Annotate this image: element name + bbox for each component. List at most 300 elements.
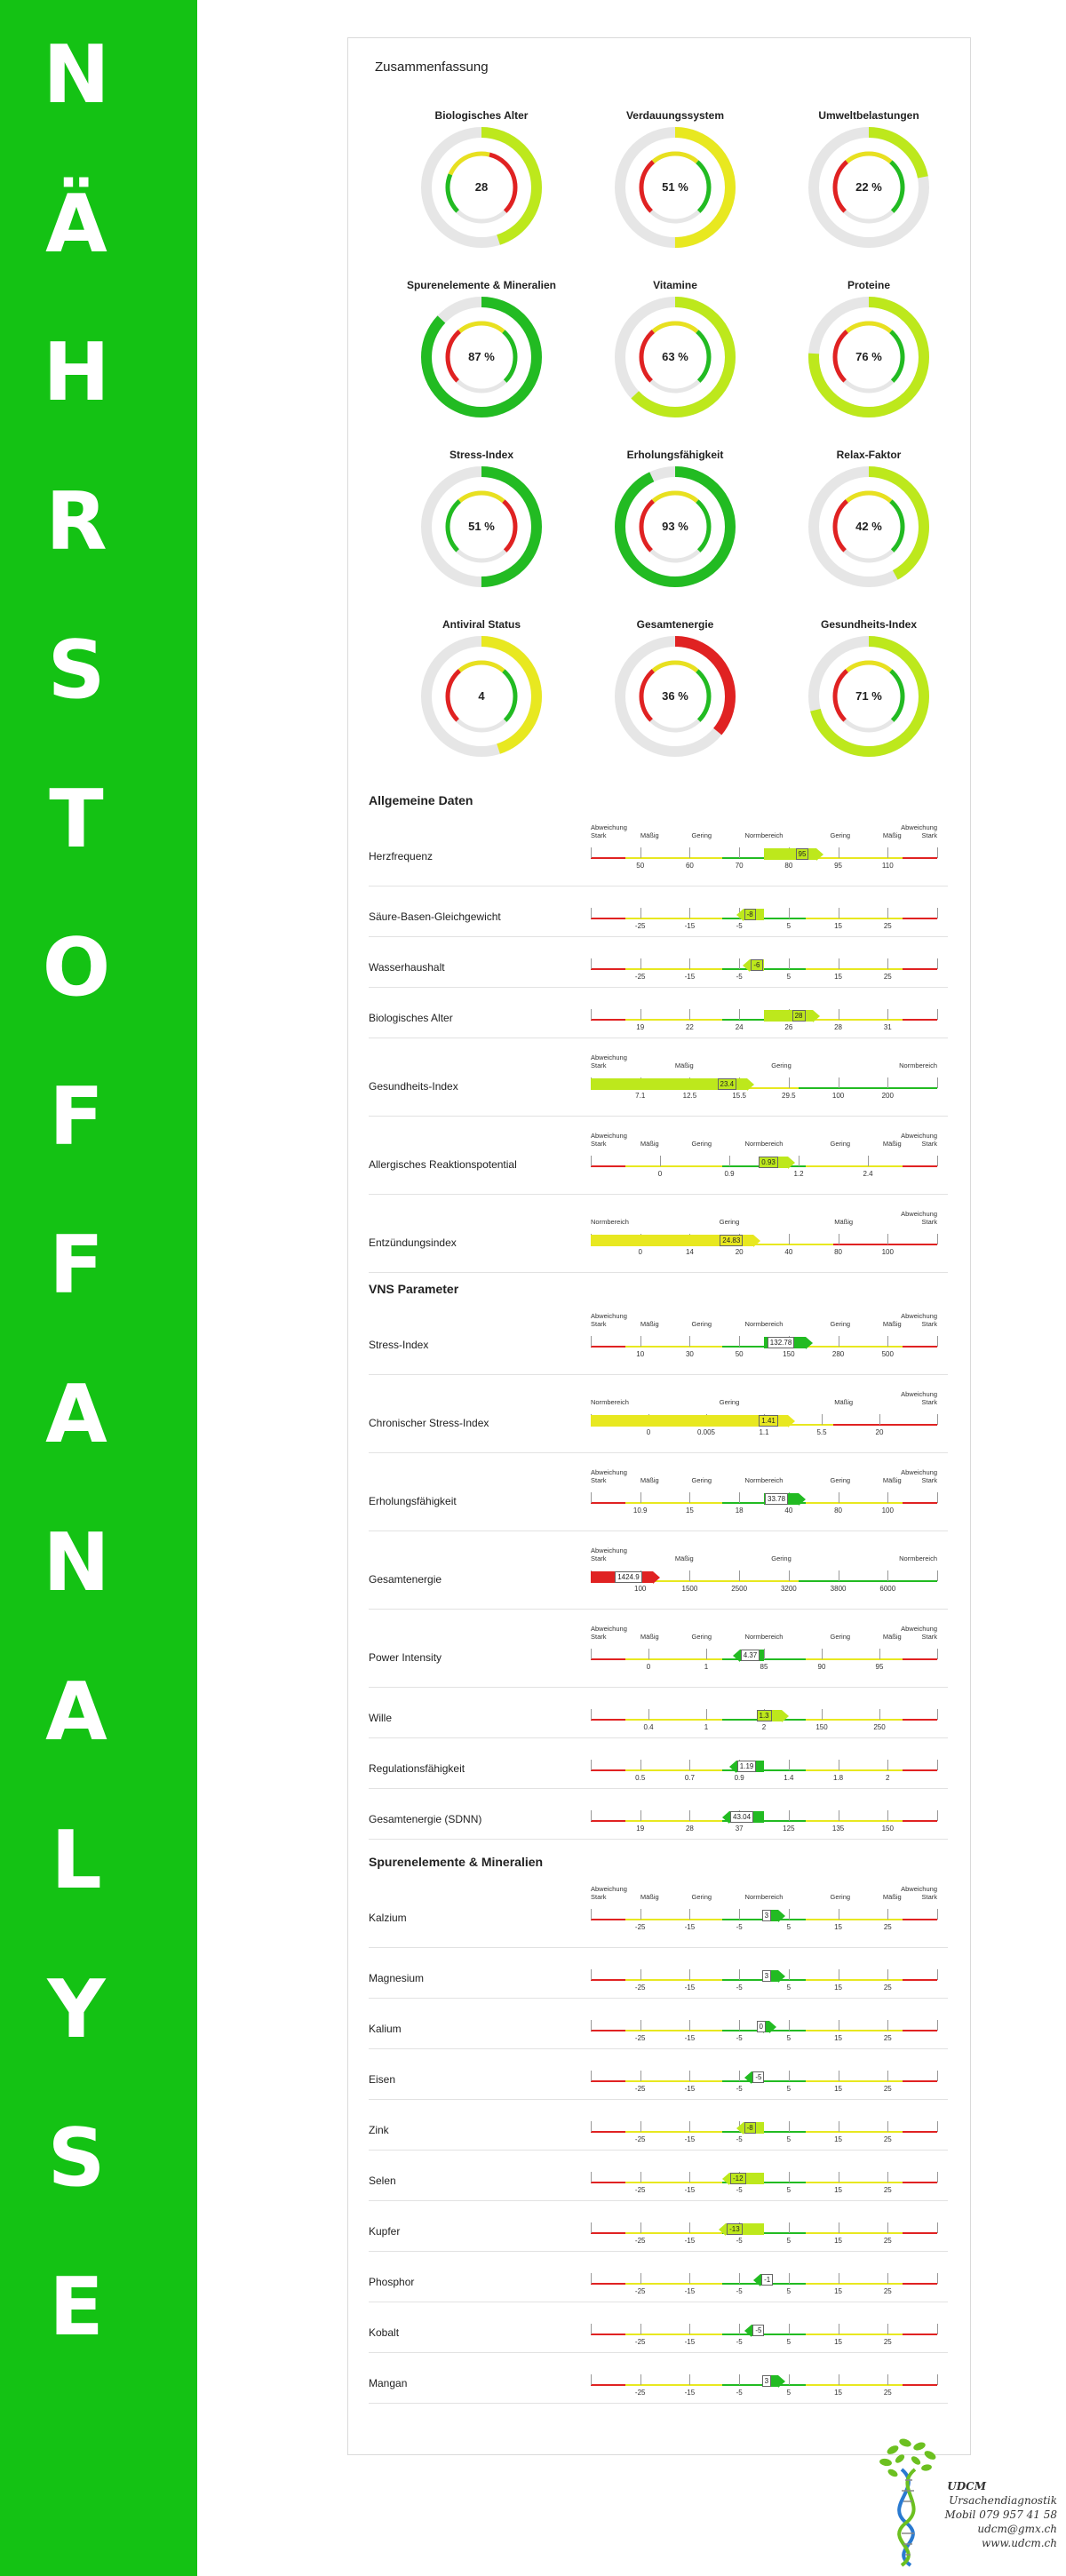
scale-axis-segment [903, 1769, 937, 1771]
scale-tick-label: 7.1 [635, 1092, 646, 1100]
gauge-label: Erholungsfähigkeit [626, 449, 724, 461]
parameter-scale [591, 2357, 937, 2408]
parameter-label: Kobalt [369, 2326, 400, 2339]
scale-tick-line [937, 2374, 938, 2385]
scale-tick-line [887, 2222, 888, 2233]
scale-tick-line [887, 2172, 888, 2182]
scale-tick-label: 0.5 [635, 1774, 646, 1782]
parameter-scale [591, 2003, 937, 2054]
scale-header: Gering [719, 1398, 740, 1406]
scale-tick-label: -15 [684, 2237, 696, 2245]
scale-tick-line [706, 1649, 707, 1659]
scale-tick-label: -15 [684, 2389, 696, 2397]
value-marker: 0 [757, 2021, 766, 2032]
value-arrow-icon [799, 1493, 806, 1506]
parameter-row [369, 1692, 948, 1743]
value-arrow-icon [729, 1761, 736, 1773]
gauge-label: Vitamine [653, 279, 697, 291]
scale-tick-line [689, 1909, 690, 1920]
parameter-row [369, 1379, 948, 1458]
scale-tick-label: 15 [834, 922, 843, 930]
scale-tick-line [591, 1649, 592, 1659]
value-marker: -8 [744, 2122, 756, 2134]
scale-tick-label: 0.9 [734, 1774, 744, 1782]
scale-axis-segment [799, 1087, 937, 1089]
scale-tick-label: -5 [736, 973, 743, 981]
scale-header: Normbereich [899, 1554, 937, 1562]
value-arrow-icon [653, 1571, 660, 1584]
scale-axis-segment [591, 2182, 625, 2183]
scale-tick-line [789, 2020, 790, 2031]
parameter-scale [591, 1301, 937, 1379]
scale-tick-line [937, 1492, 938, 1503]
scale-tick-label: 110 [881, 862, 894, 870]
scale-tick-line [937, 2071, 938, 2081]
value-marker: 0.93 [759, 1157, 778, 1168]
scale-header: Mäßig [674, 1061, 694, 1069]
scale-tick-line [822, 1709, 823, 1720]
scale-tick-label: 18 [735, 1507, 744, 1515]
scale-axis-segment [806, 1719, 903, 1721]
scale-tick-label: -5 [736, 1923, 743, 1931]
scale-tick-line [591, 908, 592, 918]
parameter-label: Eisen [369, 2073, 396, 2086]
parameter-row [369, 942, 948, 992]
scale-axis-segment [903, 1019, 937, 1021]
parameter-scale [591, 2155, 937, 2206]
value-arrow-icon [743, 959, 750, 972]
scale-tick-line [689, 2374, 690, 2385]
scale-tick-line [789, 1810, 790, 1821]
scale-tick-line [789, 1234, 790, 1244]
scale-tick-line [937, 2222, 938, 2233]
parameter-scale [591, 1199, 937, 1277]
value-marker: -12 [730, 2173, 746, 2184]
parameter-scale [591, 2054, 937, 2104]
scale-tick-line [789, 958, 790, 969]
scale-axis-segment [903, 2384, 937, 2386]
parameter-row [369, 2155, 948, 2206]
scale-tick-label: -25 [634, 922, 646, 930]
scale-tick-label: -15 [684, 2287, 696, 2295]
scale-axis-segment [903, 1346, 937, 1348]
scale-tick-label: 15 [834, 2085, 843, 2093]
scale-tick-line [887, 1336, 888, 1347]
scale-tick-line [689, 2222, 690, 2233]
scale-header: Normbereich [591, 1218, 629, 1226]
value-arrow-icon [788, 1415, 795, 1427]
parameter-scale [591, 2307, 937, 2357]
scale-tick-label: 5 [786, 2034, 792, 2042]
value-marker: 1.19 [737, 1761, 757, 1772]
scale-header: Gering [691, 831, 712, 839]
scale-axis-segment [806, 1165, 903, 1167]
scale-tick-line [739, 1570, 740, 1581]
scale-tick-label: 5 [786, 2287, 792, 2295]
scale-tick-line [689, 1760, 690, 1770]
scale-header: Abweichung Stark [591, 1132, 627, 1148]
scale-tick-line [887, 2020, 888, 2031]
scale-tick-line [789, 1570, 790, 1581]
scale-axis-segment [903, 1502, 937, 1504]
scale-axis-segment [903, 2334, 937, 2335]
scale-tick-line [937, 847, 938, 858]
scale-tick-line [640, 2273, 641, 2284]
scale-tick-label: -25 [634, 2186, 646, 2194]
scale-tick-label: 25 [883, 2237, 892, 2245]
scale-tick-label: 2 [761, 1723, 767, 1731]
scale-tick-line [739, 1492, 740, 1503]
scale-tick-label: 10.9 [632, 1507, 648, 1515]
parameter-row [369, 2003, 948, 2054]
scale-tick-line [887, 2121, 888, 2132]
value-marker: -6 [751, 959, 762, 971]
scale-tick-label: 15 [834, 1984, 843, 1992]
scale-tick-line [887, 2273, 888, 2284]
scale-tick-line [937, 1009, 938, 1020]
parameter-row [369, 1793, 948, 1844]
scale-axis-segment [903, 2182, 937, 2183]
scale-tick-label: 15 [834, 2186, 843, 2194]
scale-tick-label: 100 [831, 1092, 845, 1100]
parameter-label: Kalium [369, 2023, 402, 2035]
scale-header: Abweichung Stark [901, 1312, 937, 1328]
scale-tick-line [640, 2324, 641, 2334]
value-arrow-icon [769, 2021, 776, 2033]
section-title: Allgemeine Daten [369, 793, 473, 807]
scale-axis-segment [591, 2131, 625, 2133]
scale-tick-label: 85 [760, 1663, 768, 1671]
sidebar-title-letter: O [42, 921, 111, 1014]
scale-header: Mäßig [882, 1633, 902, 1641]
scale-tick-label: 19 [636, 1825, 645, 1833]
parameter-label: Magnesium [369, 1972, 425, 1984]
scale-tick-label: 15 [685, 1507, 694, 1515]
parameter-label: Entzündungsindex [369, 1236, 457, 1249]
scale-axis-segment [625, 1165, 722, 1167]
scale-tick-label: 2 [886, 1774, 890, 1782]
value-arrow-icon [744, 2325, 752, 2337]
scale-tick-label: 25 [883, 2338, 892, 2346]
value-marker: 3 [762, 1910, 771, 1921]
value-marker: 28 [792, 1010, 806, 1022]
value-arrow-icon [753, 1235, 760, 1247]
scale-axis-segment [643, 1580, 800, 1582]
scale-header: Mäßig [882, 1893, 902, 1901]
scale-header: Gering [719, 1218, 740, 1226]
scale-header: Normbereich [744, 831, 784, 839]
scale-tick-line [640, 958, 641, 969]
scale-tick-label: 25 [883, 2287, 892, 2295]
scale-tick-line [729, 1156, 730, 1166]
scale-tick-label: 60 [685, 862, 694, 870]
sidebar-title-letter: A [45, 1665, 107, 1759]
scale-header: Normbereich [744, 1140, 784, 1148]
scale-tick-line [937, 1760, 938, 1770]
scale-tick-label: 30 [685, 1350, 694, 1358]
scale-tick-line [789, 2121, 790, 2132]
parameter-label: Mangan [369, 2377, 408, 2389]
scale-tick-label: -5 [736, 2237, 743, 2245]
scale-tick-line [640, 847, 641, 858]
value-arrow-icon [722, 1811, 729, 1824]
scale-axis-segment [722, 918, 806, 919]
scale-tick-line [789, 1969, 790, 1980]
scale-axis-segment [903, 857, 937, 859]
scale-header: Normbereich [744, 1476, 784, 1484]
gauge-value: 87 % [468, 350, 495, 363]
scale-axis-segment [625, 1658, 722, 1660]
scale-tick-line [640, 2222, 641, 2233]
scale-tick-line [689, 1570, 690, 1581]
summary-title: Zusammenfassung [375, 60, 489, 75]
scale-tick-label: 5 [786, 922, 792, 930]
parameter-scale [591, 891, 937, 942]
scale-header: Gering [830, 831, 851, 839]
scale-tick-label: 37 [735, 1825, 744, 1833]
scale-tick-label: 100 [881, 1507, 894, 1515]
parameter-label: Kupfer [369, 2225, 401, 2238]
value-arrow-icon [816, 848, 823, 861]
scale-tick-line [868, 1156, 869, 1166]
scale-header: Abweichung Stark [901, 823, 937, 839]
scale-header: Gering [830, 1140, 851, 1148]
value-arrow-icon [753, 2274, 760, 2286]
scale-tick-line [937, 1234, 938, 1244]
scale-tick-line [937, 2273, 938, 2284]
scale-tick-line [887, 2374, 888, 2385]
scale-tick-line [887, 1009, 888, 1020]
section-title: VNS Parameter [369, 1282, 459, 1296]
scale-axis-segment [591, 1979, 625, 1981]
scale-tick-label: -5 [736, 2085, 743, 2093]
scale-tick-label: 6000 [879, 1585, 896, 1593]
parameter-label: Wasserhaushalt [369, 961, 445, 974]
scale-header: Abweichung Stark [901, 1885, 937, 1901]
scale-tick-label: -15 [684, 2338, 696, 2346]
scale-axis-segment [591, 2030, 625, 2031]
logo-phone: Mobil 079 957 41 58 [944, 2508, 1057, 2521]
value-arrow-icon [747, 1078, 754, 1091]
scale-tick-label: 80 [834, 1507, 843, 1515]
summary-gauge [595, 618, 755, 778]
scale-header: Gering [691, 1140, 712, 1148]
scale-tick-line [640, 1909, 641, 1920]
sidebar-title-letter: N [43, 1516, 110, 1610]
summary-gauge [595, 109, 755, 269]
scale-header: Mäßig [640, 1633, 659, 1641]
scale-tick-line [689, 2324, 690, 2334]
scale-tick-label: 1.2 [793, 1170, 804, 1178]
summary-gauge [595, 449, 755, 608]
gauge-value: 63 % [662, 350, 688, 363]
scale-tick-line [799, 1156, 800, 1166]
scale-header: Abweichung Stark [591, 1885, 627, 1901]
scale-tick-label: 95 [834, 862, 843, 870]
parameter-label: Gesamtenergie [369, 1573, 442, 1586]
parameter-row [369, 1199, 948, 1277]
summary-gauge [402, 449, 561, 608]
parameter-label: Gesundheits-Index [369, 1080, 458, 1093]
parameter-row [369, 891, 948, 942]
scale-tick-line [739, 1009, 740, 1020]
sidebar-title-letter: Ä [45, 177, 107, 271]
scale-tick-line [640, 2020, 641, 2031]
scale-header: Mäßig [640, 1320, 659, 1328]
scale-tick-label: 1.1 [759, 1428, 769, 1436]
scale-tick-label: -5 [736, 2186, 743, 2194]
value-arrow-icon [719, 2223, 726, 2236]
parameter-scale [591, 1952, 937, 2003]
scale-tick-line [887, 2071, 888, 2081]
parameter-scale [591, 1692, 937, 1743]
scale-axis-segment [903, 2080, 937, 2082]
scale-tick-label: 25 [883, 2186, 892, 2194]
scale-tick-line [640, 1336, 641, 1347]
scale-tick-label: -15 [684, 1923, 696, 1931]
value-arrow-icon [733, 1650, 740, 1662]
gauge-label: Verdauungssystem [625, 109, 725, 122]
scale-tick-line [689, 2172, 690, 2182]
scale-tick-label: 25 [883, 973, 892, 981]
parameter-row [369, 1874, 948, 1952]
scale-tick-label: 90 [817, 1663, 826, 1671]
scale-tick-label: 15 [834, 2287, 843, 2295]
parameter-label: Biologisches Alter [369, 1012, 453, 1024]
sidebar [0, 0, 197, 2576]
scale-tick-label: 0.9 [724, 1170, 735, 1178]
gauge-label: Umweltbelastungen [818, 109, 919, 122]
scale-tick-line [591, 1156, 592, 1166]
scale-tick-label: 5 [786, 2389, 792, 2397]
scale-tick-label: -25 [634, 2338, 646, 2346]
scale-tick-label: -5 [736, 2389, 743, 2397]
scale-tick-label: 250 [873, 1723, 886, 1731]
scale-tick-label: 15.5 [732, 1092, 746, 1100]
scale-axis-segment [903, 1165, 937, 1167]
logo-name: UDCM [947, 2480, 986, 2493]
sidebar-title-letter: H [43, 326, 110, 419]
scale-header: Normbereich [744, 1893, 784, 1901]
scale-tick-line [591, 2222, 592, 2233]
value-marker: -13 [727, 2223, 743, 2235]
scale-tick-line [937, 2172, 938, 2182]
scale-tick-label: -15 [684, 2034, 696, 2042]
scale-tick-line [591, 2374, 592, 2385]
scale-header: Abweichung Stark [591, 1625, 627, 1641]
scale-tick-label: 500 [881, 1350, 894, 1358]
sidebar-title [0, 0, 153, 2576]
gauge-value: 51 % [468, 520, 495, 533]
parameter-scale [591, 1743, 937, 1793]
parameter-label: Kalzium [369, 1912, 407, 1924]
sidebar-title-letter: L [51, 1814, 102, 1907]
value-marker: 1.3 [757, 1710, 772, 1721]
scale-tick-line [937, 1414, 938, 1425]
value-arrow-icon [788, 1157, 795, 1169]
parameter-row [369, 1121, 948, 1199]
scale-tick-line [689, 1336, 690, 1347]
logo-website: www.udcm.ch [982, 2537, 1057, 2549]
scale-tick-line [937, 1336, 938, 1347]
scale-axis-segment [903, 1719, 937, 1721]
scale-axis-segment [903, 918, 937, 919]
parameter-label: Selen [369, 2174, 396, 2187]
scale-tick-label: 1500 [681, 1585, 698, 1593]
summary-gauge [789, 109, 949, 269]
scale-axis-segment [591, 1820, 625, 1822]
scale-tick-label: 0.005 [696, 1428, 716, 1436]
scale-tick-label: -15 [684, 2186, 696, 2194]
scale-header: Gering [771, 1554, 792, 1562]
scale-header: Normbereich [744, 1633, 784, 1641]
value-arrow-icon [813, 1010, 820, 1022]
scale-tick-line [689, 1492, 690, 1503]
scale-tick-line [591, 1009, 592, 1020]
scale-tick-label: 15 [834, 2135, 843, 2143]
scale-tick-label: 80 [834, 1248, 843, 1256]
scale-tick-label: 25 [883, 2085, 892, 2093]
scale-tick-label: 0 [646, 1428, 651, 1436]
scale-tick-label: 25 [883, 2135, 892, 2143]
scale-tick-line [937, 1077, 938, 1088]
parameter-scale [591, 1121, 937, 1199]
value-marker: 95 [796, 848, 809, 860]
scale-tick-label: -25 [634, 2135, 646, 2143]
scale-tick-label: 1.4 [784, 1774, 794, 1782]
scale-tick-label: -15 [684, 973, 696, 981]
scale-tick-line [689, 1810, 690, 1821]
scale-tick-label: -25 [634, 2237, 646, 2245]
scale-tick-line [591, 1336, 592, 1347]
scale-tick-label: 150 [815, 1723, 828, 1731]
scale-tick-label: 150 [783, 1350, 795, 1358]
logo-email: udcm@gmx.ch [977, 2523, 1057, 2535]
scale-header: Gering [830, 1476, 851, 1484]
parameter-scale [591, 813, 937, 891]
logo-subtitle: Ursachendiagnostik [949, 2494, 1057, 2507]
scale-tick-line [789, 908, 790, 918]
scale-tick-label: 5 [786, 2338, 792, 2346]
scale-header: Gering [830, 1320, 851, 1328]
scale-tick-label: 25 [883, 2389, 892, 2397]
scale-tick-label: 24 [735, 1023, 744, 1031]
scale-tick-label: 5 [786, 1984, 792, 1992]
scale-tick-label: -25 [634, 1923, 646, 1931]
value-arrow-icon [744, 2071, 752, 2084]
scale-tick-line [879, 1709, 880, 1720]
value-marker: 3 [762, 2375, 771, 2387]
scale-tick-line [937, 1810, 938, 1821]
sidebar-title-letter: S [47, 624, 106, 717]
scale-tick-line [887, 1234, 888, 1244]
scale-tick-line [879, 1414, 880, 1425]
scale-tick-label: 1.8 [833, 1774, 844, 1782]
value-marker: 132.78 [768, 1337, 794, 1348]
gauge-label: Biologisches Alter [434, 109, 529, 122]
parameter-row [369, 2256, 948, 2307]
scale-header: Mäßig [640, 831, 659, 839]
parameter-scale [591, 1614, 937, 1692]
dna-leaf-icon [875, 2434, 955, 2567]
scale-tick-line [887, 1570, 888, 1581]
scale-tick-line [640, 2071, 641, 2081]
scale-axis-segment [591, 1019, 625, 1021]
scale-tick-label: 5 [786, 2237, 792, 2245]
gauge-value: 51 % [662, 180, 688, 194]
scale-tick-label: 5 [786, 2085, 792, 2093]
scale-tick-label: 100 [634, 1585, 647, 1593]
